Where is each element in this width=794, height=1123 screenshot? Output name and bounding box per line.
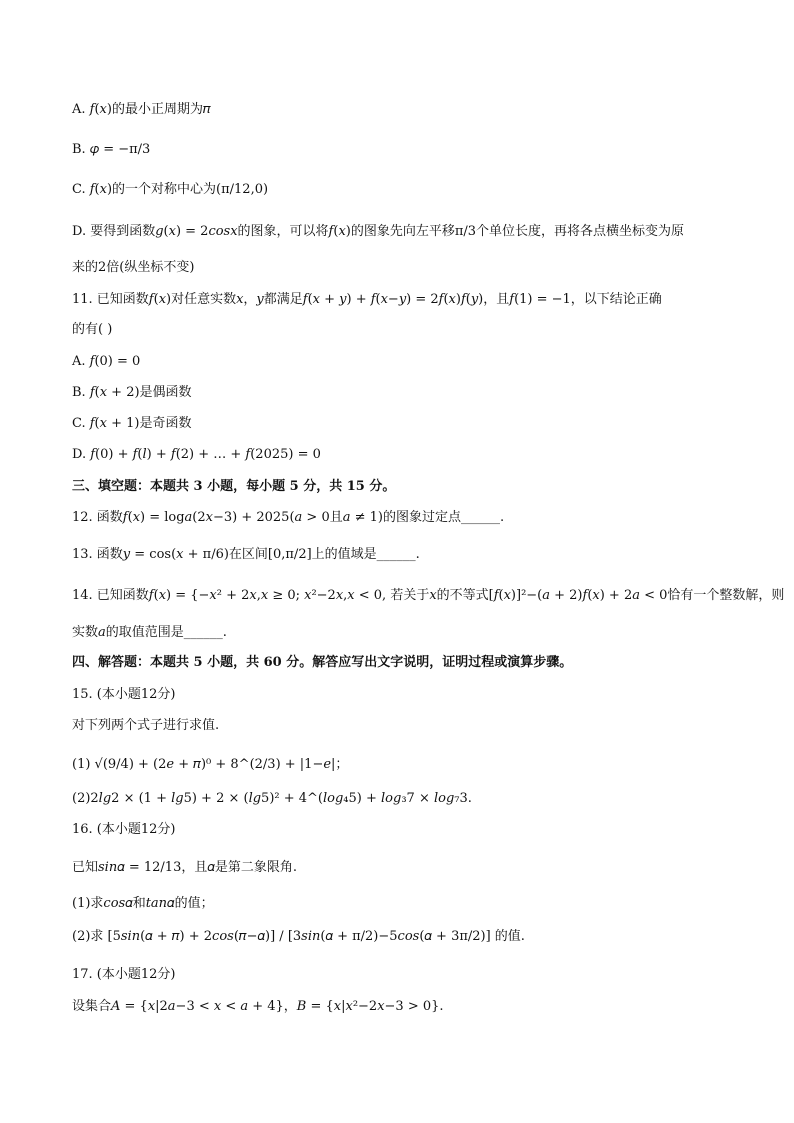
section-fill-in-blank: 三、填空题：本题共 3 小题，每小题 5 分，共 15 分。 [72,479,396,494]
q14: 14. 已知函数𝑓(𝑥) = {−𝑥² + 2𝑥,𝑥 ≥ 0; 𝑥²−2𝑥,𝑥 < 0, 若关于𝑥的不等式[𝑓(𝑥)]²−(𝑎 + 2)𝑓(𝑥) + 2𝑎 < 0恰有一个整数解，则 [72,588,785,603]
section-solve: 四、解答题：本题共 5 小题，共 60 分。解答应写出文字说明，证明过程或演算步骤。 [72,655,573,670]
q10-option-b: B. 𝜑 = −π/3 [72,142,151,157]
q16-part1: (1)求𝑐𝑜𝑠𝛼和𝑡𝑎𝑛𝛼的值； [72,896,214,911]
q10-option-d: D. 要得到函数𝑔(𝑥) = 2𝑐𝑜𝑠𝑥的图象，可以将𝑓(𝑥)的图象先向左平移π/3个单位长度，再将各点横坐标变为原 [72,224,685,239]
q10-option-c: C. 𝑓(𝑥)的一个对称中心为(π/12,0) [72,182,269,197]
q14-cont: 实数𝑎的取值范围是______. [72,625,227,640]
q13: 13. 函数𝑦 = cos(𝑥 + π/6)在区间[0,π/2]上的值域是______. [72,547,420,562]
q10-option-a: A. 𝑓(𝑥)的最小正周期为𝜋 [72,102,211,117]
q17-header: 17. (本小题12分) [72,967,176,982]
q10-option-d-cont: 来的2倍(纵坐标不变) [72,260,195,275]
q16-header: 16. (本小题12分) [72,822,176,837]
q11-stem-cont: 的有( ) [72,322,113,337]
q15-header: 15. (本小题12分) [72,687,176,702]
q15-intro: 对下列两个式子进行求值. [72,718,220,733]
q12: 12. 函数𝑓(𝑥) = log𝑎(2𝑥−3) + 2025(𝑎 > 0且𝑎 ≠ 1)的图象过定点______. [72,510,505,525]
q16-part2: (2)求 [5𝑠𝑖𝑛(𝛼 + 𝜋) + 2𝑐𝑜𝑠(𝜋−𝛼)] / [3𝑠𝑖𝑛(𝛼 + π/2)−5𝑐𝑜𝑠(𝛼 + 3π/2)] 的值. [72,929,525,944]
q11-option-d: D. 𝑓(0) + 𝑓(𝑙) + 𝑓(2) + … + 𝑓(2025) = 0 [72,447,321,462]
q11-option-b: B. 𝑓(𝑥 + 2)是偶函数 [72,385,192,400]
q16-stem: 已知𝑠𝑖𝑛𝛼 = 12/13，且𝛼是第二象限角. [72,860,297,875]
q17-stem: 设集合𝐴 = {𝑥|2𝑎−3 < 𝑥 < 𝑎 + 4}，𝐵 = {𝑥|𝑥²−2𝑥−3 > 0}. [72,999,444,1014]
q11-option-a: A. 𝑓(0) = 0 [72,354,141,369]
q11-option-c: C. 𝑓(𝑥 + 1)是奇函数 [72,416,192,431]
q15-part1: (1) √(9/4) + (2𝑒 + 𝜋)⁰ + 8^(2/3) + |1−𝑒|； [72,757,349,772]
q15-part2: (2)2𝑙𝑔2 × (1 + 𝑙𝑔5) + 2 × (𝑙𝑔5)² + 4^(𝑙𝑜𝑔₄5) + 𝑙𝑜𝑔₃7 × 𝑙𝑜𝑔₇3. [72,791,472,806]
q11-stem: 11. 已知函数𝑓(𝑥)对任意实数𝑥，𝑦都满足𝑓(𝑥 + 𝑦) + 𝑓(𝑥−𝑦) = 2𝑓(𝑥)𝑓(𝑦)，且𝑓(1) = −1，以下结论正确 [72,292,662,307]
